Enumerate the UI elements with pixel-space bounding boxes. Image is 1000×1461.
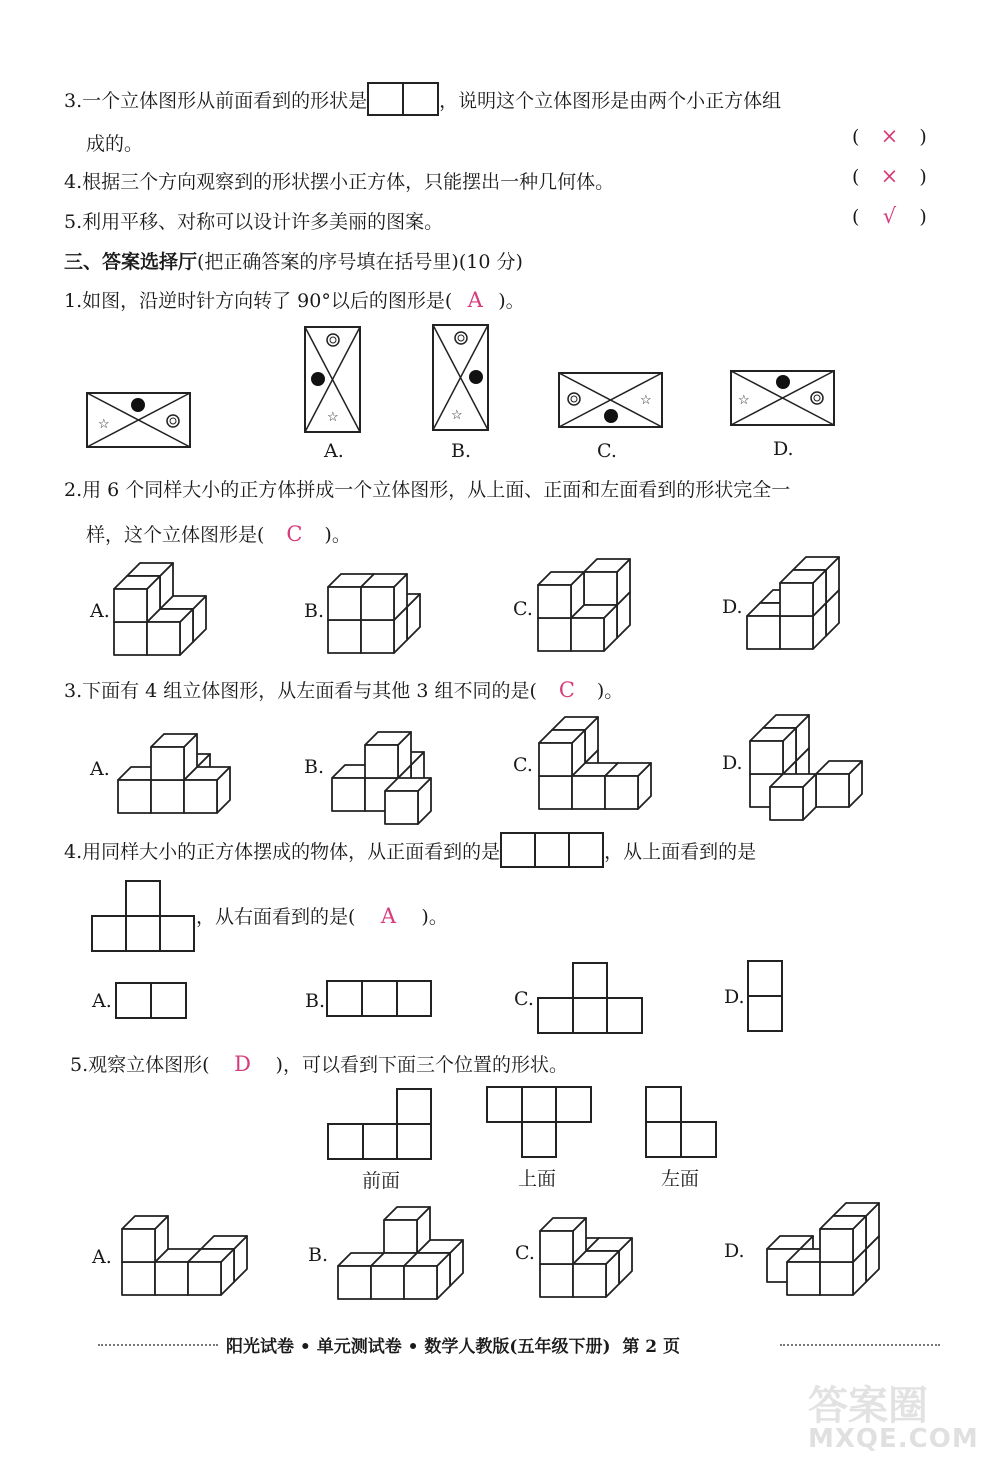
q5-option-c-label: C. xyxy=(515,1242,535,1264)
q3-option-d-label: D. xyxy=(722,752,743,774)
q4-option-a-label: A. xyxy=(92,990,112,1012)
q5-front-label: 前面 xyxy=(362,1170,401,1192)
q2-option-a-solid xyxy=(112,562,212,660)
q5-top-label: 上面 xyxy=(518,1168,557,1190)
q4-top-view xyxy=(90,880,196,952)
cube xyxy=(770,774,816,820)
svg-text:☆: ☆ xyxy=(738,393,750,408)
svg-text:☆: ☆ xyxy=(327,410,339,425)
judge-q3: 3.一个立体图形从前面看到的形状是 ，说明这个立体图形是由两个小正方体组 xyxy=(64,82,781,122)
q4-option-a-view xyxy=(115,982,187,1019)
mc-q5: 5.观察立体图形( D )，可以看到下面三个位置的形状。 xyxy=(70,1052,568,1076)
section-title: 三、答案选择厅(把正确答案的序号填在括号里)(10 分) xyxy=(64,251,523,273)
q5-option-d-label: D. xyxy=(724,1240,745,1262)
q3-option-a-solid xyxy=(116,718,246,816)
q5-left-label: 左面 xyxy=(661,1168,700,1190)
q3-option-b-label: B. xyxy=(304,756,325,778)
mc-q2-line2: 样，这个立体图形是( C )。 xyxy=(86,522,351,546)
cube xyxy=(584,559,630,605)
q1-option-b-label: B. xyxy=(451,440,472,462)
judge-q4: 4.根据三个方向观察到的形状摆小正方体，只能摆出一种几何体。 xyxy=(64,171,615,193)
q1-option-a-figure xyxy=(304,326,361,434)
q2-option-b-label: B. xyxy=(304,600,325,622)
cube xyxy=(539,730,585,776)
mc-q2-answer: C xyxy=(286,522,303,546)
svg-text:☆: ☆ xyxy=(640,393,652,408)
q1-option-d-label: D. xyxy=(773,438,794,460)
q3-option-b-solid xyxy=(330,716,460,814)
judge-q5-mark: √ xyxy=(882,204,897,228)
q4-option-b-view xyxy=(326,980,432,1017)
q4-option-b-label: B. xyxy=(305,990,326,1012)
q5-top-view xyxy=(486,1086,592,1158)
mc-q3-answer: C xyxy=(558,678,575,702)
q4-option-d-label: D. xyxy=(724,986,745,1008)
judge-q3-mark: × xyxy=(880,124,899,148)
q1-original-figure xyxy=(86,392,192,449)
cube xyxy=(540,1218,586,1264)
judge-q3-paren: ( × ) xyxy=(852,124,927,148)
mc-q1: 1.如图，沿逆时针方向转了 90°以后的图形是( A )。 xyxy=(64,288,525,312)
mc-q2-line1: 2.用 6 个同样大小的正方体拼成一个立体图形，从上面、正面和左面看到的形状完全一 xyxy=(64,479,791,501)
cube xyxy=(384,1207,430,1253)
judge-q4-mark: × xyxy=(880,164,899,188)
q3-option-c-label: C. xyxy=(513,754,533,776)
mc-q4-line1: 4.用同样大小的正方体摆成的物体，从正面看到的是 ，从上面看到的是 xyxy=(64,832,756,874)
q5-option-b-solid xyxy=(336,1204,476,1302)
q1-option-d-figure xyxy=(730,370,836,427)
q3-option-d-solid xyxy=(748,712,878,810)
cube xyxy=(750,728,796,774)
q5-left-view xyxy=(645,1086,717,1158)
q4-option-c-view xyxy=(537,962,643,1034)
q1-option-c-label: C. xyxy=(597,440,617,462)
cube xyxy=(114,576,160,622)
mc-q4-answer: A xyxy=(380,904,396,928)
q5-option-a-solid xyxy=(120,1208,260,1298)
q5-front-view xyxy=(327,1088,433,1160)
cube xyxy=(404,1253,450,1299)
svg-text:☆: ☆ xyxy=(98,417,110,432)
cube xyxy=(361,574,407,620)
watermark-logo: 答案圈 xyxy=(808,1383,928,1429)
q1-option-b-figure xyxy=(432,324,489,432)
q2-option-b-solid xyxy=(326,560,426,658)
footer-rule-left xyxy=(98,1344,218,1346)
cube xyxy=(538,572,584,618)
cube xyxy=(605,763,651,809)
q3-option-a-label: A. xyxy=(90,758,110,780)
q1-option-c-figure xyxy=(558,372,664,429)
q4-option-c-label: C. xyxy=(514,988,534,1010)
q2-option-d-label: D. xyxy=(722,596,743,618)
judge-q4-paren: ( × ) xyxy=(852,164,927,188)
q2-option-c-label: C. xyxy=(513,598,533,620)
footer-text: 阳光试卷 • 单元测试卷 • 数学人教版(五年级下册) 第 2 页 xyxy=(226,1337,681,1357)
q4-option-d-view xyxy=(747,960,783,1032)
mc-q5-answer: D xyxy=(234,1052,251,1076)
cube xyxy=(365,732,411,778)
watermark-url: MXQE.COM xyxy=(808,1424,979,1454)
judge-q5: 5.利用平移、对称可以设计许多美丽的图案。 xyxy=(64,211,444,233)
cube xyxy=(780,570,826,616)
q2-option-c-solid xyxy=(536,558,636,656)
cube xyxy=(820,1216,866,1262)
footer-rule-right xyxy=(780,1344,940,1346)
cube xyxy=(151,734,197,780)
q1-option-a-label: A. xyxy=(324,440,344,462)
judge-q3-line2: 成的。 xyxy=(86,133,144,155)
mc-q3: 3.下面有 4 组立体图形，从左面看与其他 3 组不同的是( C )。 xyxy=(64,678,624,702)
cube xyxy=(188,1249,234,1295)
mc-q1-answer: A xyxy=(467,288,483,312)
q5-option-a-label: A. xyxy=(92,1246,112,1268)
cube xyxy=(385,778,431,824)
judge-q5-paren: ( √ ) xyxy=(852,204,927,228)
q2-option-a-label: A. xyxy=(90,600,110,622)
svg-text:☆: ☆ xyxy=(451,408,463,423)
cube xyxy=(816,761,862,807)
mc-q4-line2: ，从右面看到的是( A )。 xyxy=(196,904,448,928)
two-square-figure xyxy=(367,82,439,122)
q3-option-c-solid xyxy=(537,714,667,812)
q4-front-view xyxy=(500,832,604,874)
q2-option-d-solid xyxy=(745,556,845,654)
q5-option-d-solid xyxy=(752,1200,892,1300)
q5-option-c-solid xyxy=(538,1210,658,1300)
cube xyxy=(122,1216,168,1262)
q5-option-b-label: B. xyxy=(308,1244,329,1266)
